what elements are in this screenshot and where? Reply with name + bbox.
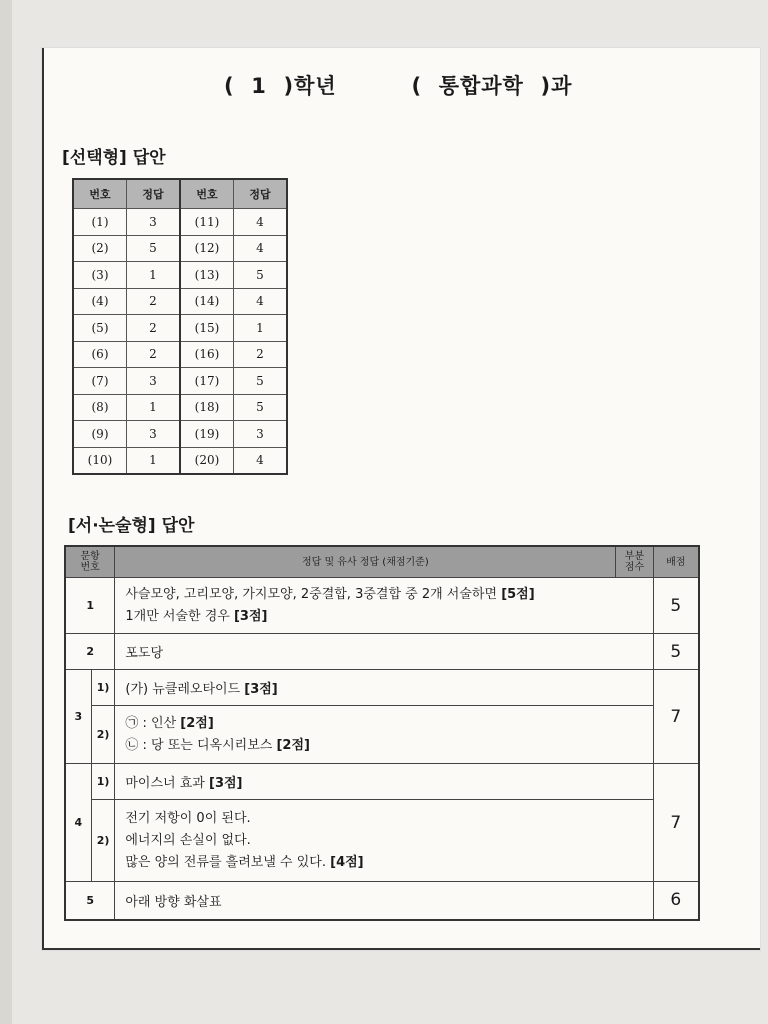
points-label: [3점]: [244, 682, 278, 697]
item-number: 4: [65, 764, 91, 882]
answer-value: 1: [234, 315, 288, 342]
table-row: [73, 315, 287, 342]
answer-value: 3: [127, 209, 181, 236]
item-number: 3: [65, 670, 91, 764]
item-number: 2: [65, 634, 115, 670]
answer-line: 에너지의 손실이 없다.: [125, 832, 251, 848]
score-value: 5: [653, 634, 699, 670]
answer-value: 2: [127, 315, 181, 342]
col-answer-header: 정답 및 유사 정답 (채점기준): [115, 546, 616, 578]
answer-value: 2: [234, 341, 288, 368]
table-row: [73, 288, 287, 315]
score-value: 5: [653, 578, 699, 634]
answer-text: 아래 방향 화살표: [125, 894, 222, 910]
points-label: [5점]: [501, 586, 535, 602]
answer-cell: [115, 706, 653, 764]
question-number: (8): [73, 394, 127, 421]
table-header-row: [65, 546, 699, 578]
points-label: [2점]: [180, 715, 214, 731]
subject-label: )과: [540, 74, 573, 98]
answer-value: 5: [234, 394, 288, 421]
table-row: [65, 706, 699, 764]
question-number: (14): [180, 288, 234, 315]
table-row: [65, 764, 699, 800]
question-number: (6): [73, 341, 127, 368]
answer-cell: [115, 670, 653, 706]
answer-value: 5: [127, 235, 181, 262]
question-number: (20): [180, 447, 234, 474]
table-row: [73, 394, 287, 421]
score-value: 6: [653, 882, 699, 920]
answer-value: 3: [127, 421, 181, 448]
question-number: (11): [180, 209, 234, 236]
question-number: (16): [180, 341, 234, 368]
score-value: 7: [653, 670, 699, 764]
item-number: 1: [65, 578, 115, 634]
answer-text: 포도당: [125, 646, 164, 661]
answer-value: 4: [234, 209, 288, 236]
answer-value: 1: [127, 447, 181, 474]
grade-value: 1: [251, 74, 267, 98]
table-row: [73, 447, 287, 474]
question-number: (7): [73, 368, 127, 395]
points-label: [3점]: [233, 608, 268, 624]
answer-value: 1: [127, 262, 181, 289]
subject-value: 통합과학: [438, 74, 524, 98]
answer-cell: [115, 764, 653, 800]
points-label: [2점]: [276, 737, 310, 753]
subject-open-paren: (: [411, 74, 423, 98]
question-number: (2): [73, 235, 127, 262]
item-number: 5: [65, 882, 115, 920]
answer-value: 3: [127, 368, 181, 395]
essay-table: [64, 545, 700, 921]
question-number: (10): [73, 447, 127, 474]
table-row: [73, 341, 287, 368]
table-row: [73, 235, 287, 262]
table-row: [73, 421, 287, 448]
points-label: [4점]: [330, 854, 364, 870]
grade-label: )학년: [283, 74, 337, 98]
answer-line: [125, 606, 642, 628]
answer-sheet: [42, 48, 760, 950]
answer-text: ㉠ : 인산: [125, 715, 177, 731]
question-number: (18): [180, 394, 234, 421]
answer-value: 4: [234, 288, 288, 315]
answer-text: 1개만 서술한 경우: [125, 608, 230, 624]
answer-value: 2: [127, 341, 181, 368]
answer-value: 4: [234, 235, 288, 262]
grade-open-paren: (: [224, 74, 235, 98]
answer-line: [125, 584, 642, 606]
scan-left-edge: [0, 0, 12, 1024]
answer-value: 2: [127, 288, 181, 315]
question-number: (9): [73, 421, 127, 448]
col-score-header: 배점: [653, 546, 699, 578]
answer-line: 전기 저항이 0이 된다.: [125, 810, 251, 826]
answer-line: [125, 713, 642, 735]
answer-text: ㉡ : 당 또는 디옥시리보스: [125, 737, 273, 753]
col-number-1: 번호: [73, 179, 127, 209]
essay-heading: [서·논술형] 답안: [68, 516, 195, 536]
question-number: (13): [180, 262, 234, 289]
answer-value: 3: [234, 421, 288, 448]
table-row: [73, 368, 287, 395]
table-row: [73, 209, 287, 236]
col-item-line1: 문항: [80, 551, 100, 562]
score-value: 7: [653, 764, 699, 882]
answer-cell: [115, 578, 653, 634]
question-number: (5): [73, 315, 127, 342]
table-row: [65, 578, 699, 634]
table-row: [65, 634, 699, 670]
question-number: (12): [180, 235, 234, 262]
page-title: [224, 70, 572, 100]
question-number: (19): [180, 421, 234, 448]
answer-value: 1: [127, 394, 181, 421]
sub-item-number: 2): [91, 706, 115, 764]
col-partial-line2: 점수: [624, 562, 645, 573]
question-number: (1): [73, 209, 127, 236]
answer-text: 마이스너 효과: [125, 776, 205, 791]
answer-line: [125, 852, 642, 874]
answer-line: [125, 735, 642, 757]
table-header-row: [73, 179, 287, 209]
question-number: (4): [73, 288, 127, 315]
answer-text: (가) 뉴클레오타이드: [125, 682, 241, 697]
answer-value: 5: [234, 262, 288, 289]
answer-value: 4: [234, 447, 288, 474]
sub-item-number: 1): [91, 670, 115, 706]
table-row: [65, 882, 699, 920]
answer-text: 많은 양의 전류를 흘려보낼 수 있다.: [125, 854, 326, 870]
question-number: (3): [73, 262, 127, 289]
multiple-choice-table: [72, 178, 288, 475]
multiple-choice-heading: [선택형] 답안: [62, 148, 166, 168]
question-number: (17): [180, 368, 234, 395]
points-label: [3점]: [209, 776, 243, 791]
table-row: [65, 800, 699, 882]
col-partial-line1: 부분: [624, 551, 645, 562]
question-number: (15): [180, 315, 234, 342]
sub-item-number: 1): [91, 764, 115, 800]
answer-text: 사슬모양, 고리모양, 가지모양, 2중결합, 3중결합 중 2개 서술하면: [125, 586, 498, 602]
sub-item-number: 2): [91, 800, 115, 882]
col-item-header: [65, 546, 115, 578]
col-partial-header: [616, 546, 653, 578]
answer-cell: [115, 800, 653, 882]
answer-value: 5: [234, 368, 288, 395]
answer-cell: [115, 882, 653, 920]
answer-cell: [115, 634, 653, 670]
col-answer-2: 정답: [234, 179, 288, 209]
table-row: [73, 262, 287, 289]
table-row: [65, 670, 699, 706]
col-answer-1: 정답: [127, 179, 181, 209]
col-number-2: 번호: [180, 179, 234, 209]
col-item-line2: 번호: [80, 562, 100, 573]
